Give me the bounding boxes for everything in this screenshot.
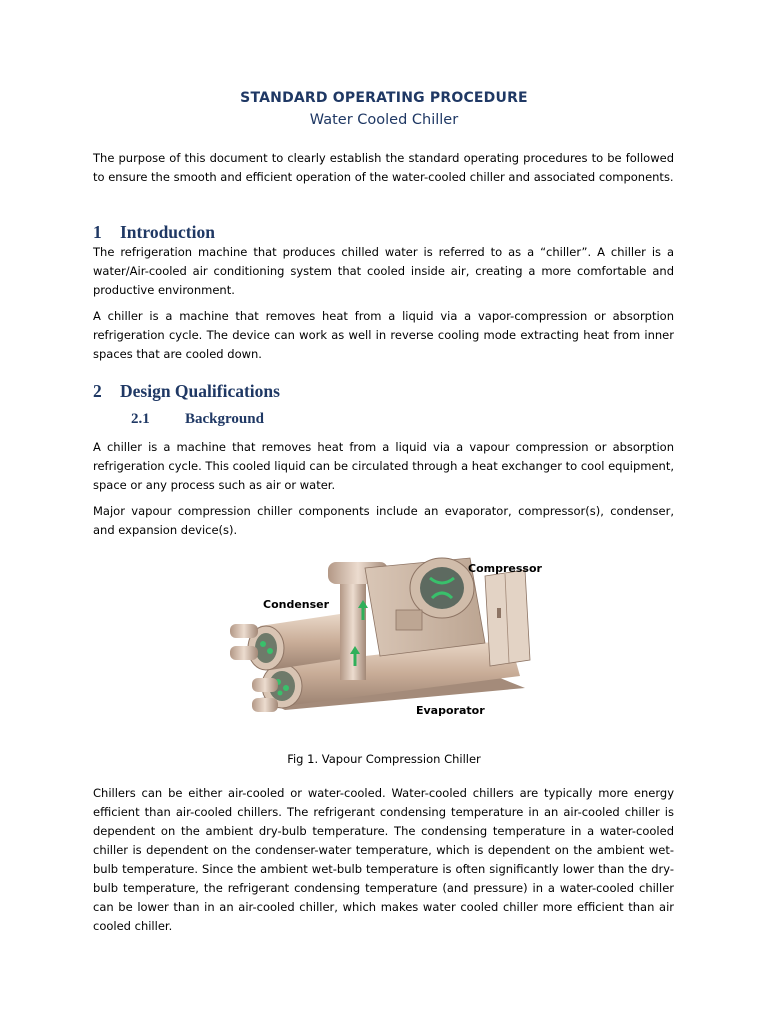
figure-caption: Fig 1. Vapour Compression Chiller	[287, 752, 481, 766]
document-subtitle: Water Cooled Chiller	[309, 112, 459, 128]
compressor-label: Compressor	[468, 562, 542, 575]
condenser-nozzle-bottom	[230, 646, 258, 660]
subsection-title: Background	[185, 411, 264, 427]
background-paragraph-3: Chillers can be either air-cooled or water-cooled. Water-cooled chillers are typically more energy efficient than air-cooled chillers. The refrigerant condensing temperature in an air-cooled chiller is dependent on the ambient dry-bulb temperature. The condensing temperature in a water-cooled chiller is dependent on the condenser-water temperature, which is dependent on the ambient wet-bulb temperature. Since the ambient wet-bulb temperature is often significantly lower than the dry-bulb temperature, the refrigerant condensing temperature (and pressure) in a water-cooled chiller can be lower than in an air-cooled chiller, which makes water cooled chiller more efficient than air cooled chiller.	[93, 786, 674, 933]
evaporator-nozzle-top	[252, 678, 278, 692]
evaporator-nozzle-bottom	[252, 698, 278, 712]
chiller-illustration	[200, 548, 570, 738]
intro-paragraph-2: A chiller is a machine that removes heat from a liquid via a vapor-compression or absorption refrigeration cycle. The device can work as well in reverse cooling mode extracting heat from inner spaces that are cooled down.	[93, 309, 674, 361]
chiller-figure	[200, 548, 570, 738]
document-title: STANDARD OPERATING PROCEDURE	[240, 90, 528, 106]
condenser-tube-bundle	[255, 633, 277, 663]
section-number: 1	[93, 222, 102, 242]
compressor-nameplate	[396, 610, 422, 630]
subsection-heading-background	[131, 411, 264, 428]
section-title: Introduction	[120, 222, 215, 242]
intro-paragraph-1: The refrigeration machine that produces chilled water is referred to as a “chiller”. A chiller is a water/Air-cooled air conditioning system that cooled inside air, creating a more comfortable and productive environment.	[93, 245, 674, 297]
background-paragraph-1: A chiller is a machine that removes heat from a liquid via a vapour compression or absorption refrigeration cycle. This cooled liquid can be circulated through a heat exchanger to cool equipment, space or any process such as air or water.	[93, 440, 674, 492]
section-title: Design Qualifications	[120, 381, 280, 401]
control-panel	[485, 570, 530, 666]
subsection-number: 2.1	[131, 411, 150, 427]
refrigerant-riser	[340, 570, 366, 680]
evaporator-label: Evaporator	[416, 704, 485, 717]
section-heading-introduction	[93, 222, 215, 243]
condenser-nozzle-top	[230, 624, 258, 638]
purpose-paragraph: The purpose of this document to clearly establish the standard operating procedures to be followed to ensure the smooth and efficient operation of the water-cooled chiller and associated components.	[93, 151, 674, 184]
compressor-impeller	[420, 567, 464, 609]
background-paragraph-2: Major vapour compression chiller components include an evaporator, compressor(s), condenser, and expansion device(s).	[93, 504, 674, 537]
section-number: 2	[93, 381, 102, 401]
section-heading-design-qualifications	[93, 381, 280, 402]
condenser-label: Condenser	[263, 598, 330, 611]
